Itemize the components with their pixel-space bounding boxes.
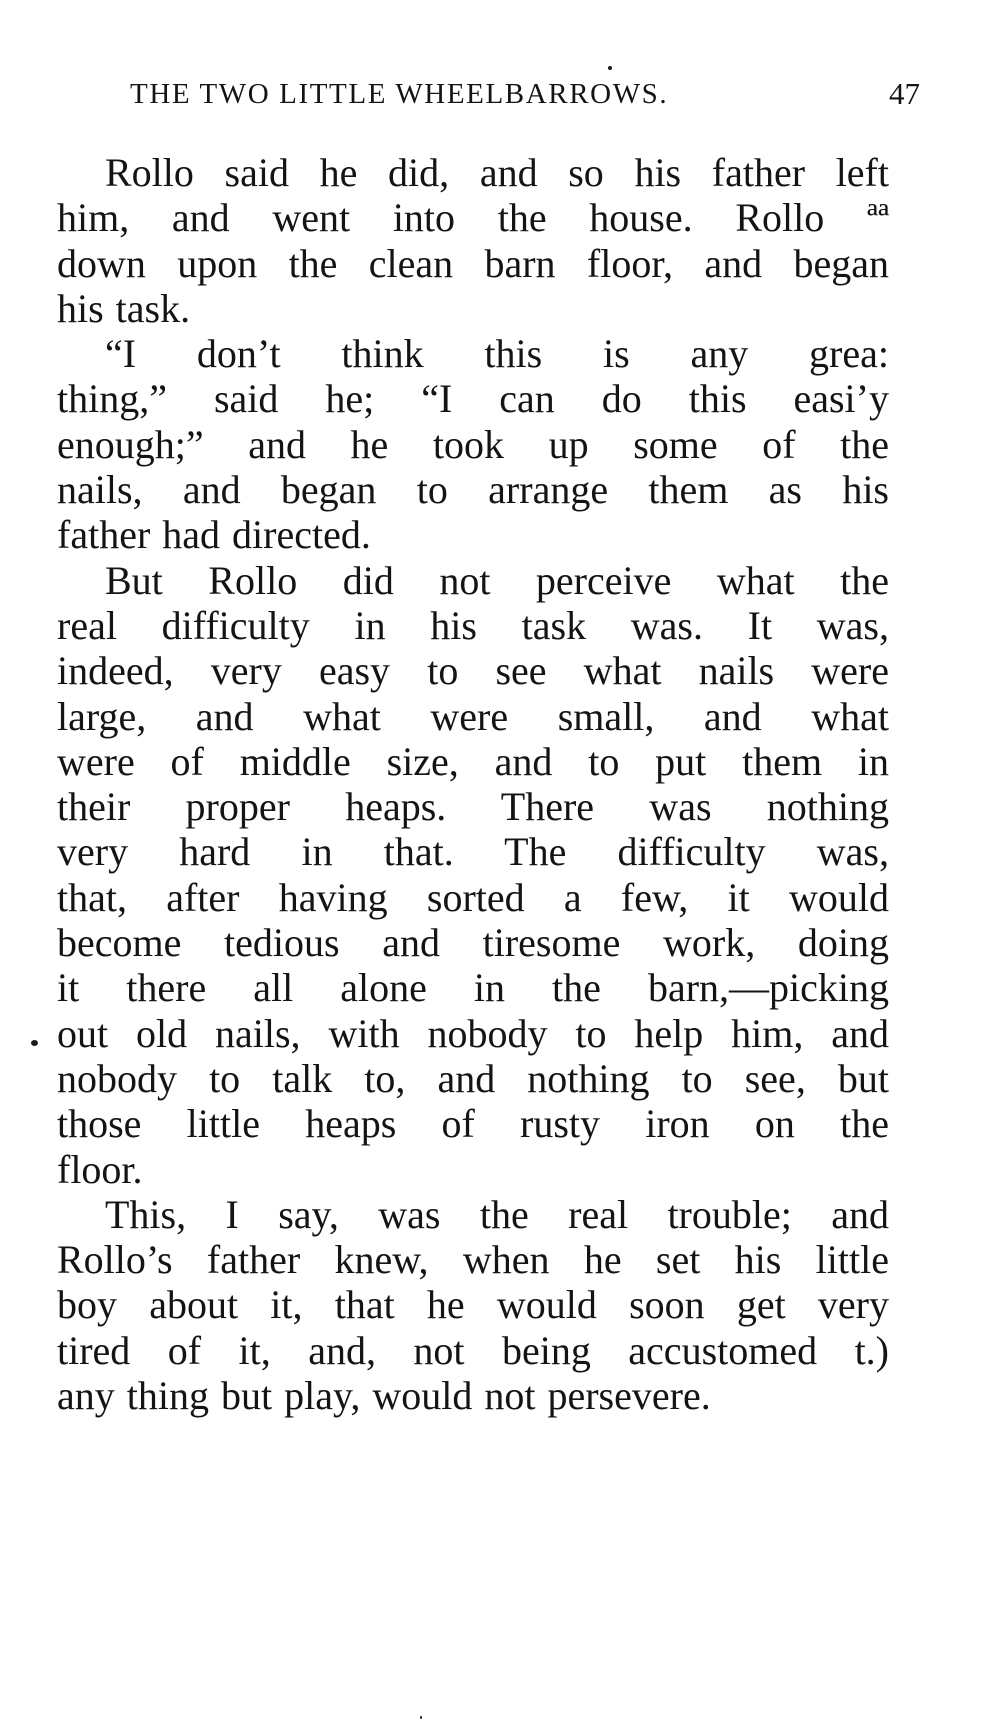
text-line: it there all alone in the barn,—picking xyxy=(57,965,889,1011)
paragraph-3 xyxy=(57,558,889,1192)
text-line: Rollo said he did, and so his father left xyxy=(105,150,889,195)
text-line: out old nails, with nobody to help him, and xyxy=(57,1010,889,1056)
text-line: were of middle size, and to put them in xyxy=(57,738,889,784)
running-head xyxy=(130,78,920,118)
text-line: Rollo’s father knew, when he set his little xyxy=(57,1237,889,1283)
page-number: 47 xyxy=(889,76,920,111)
text-line: those little heaps of rusty iron on the xyxy=(57,1101,889,1147)
text-line: any thing but play, would not persevere. xyxy=(57,1373,711,1419)
text-line: tired of it, and, not being accustomed t.) xyxy=(57,1327,889,1373)
text-line: But Rollo did not perceive what the xyxy=(105,557,889,603)
body-text xyxy=(57,150,889,1418)
text-line: nobody to talk to, and nothing to see, but xyxy=(57,1055,889,1101)
ink-speck xyxy=(608,66,612,70)
text-line: become tedious and tiresome work, doing xyxy=(57,920,889,966)
ink-speck xyxy=(31,1040,38,1046)
text-line: large, and what were small, and what xyxy=(57,693,889,739)
text-line: nails, and began to arrange them as his xyxy=(57,467,889,513)
text-line: his task. xyxy=(57,285,191,331)
text-line: thing,” said he; “I can do this easi’y xyxy=(57,376,889,422)
paragraph-2 xyxy=(57,331,889,557)
text-line: indeed, very easy to see what nails were xyxy=(57,648,889,694)
text-line: down upon the clean barn floor, and began xyxy=(57,240,889,286)
ink-speck xyxy=(420,1716,422,1719)
text-line: him, and went into the house. Rollo ªª xyxy=(57,195,889,241)
paragraph-1 xyxy=(57,150,889,331)
text-line: boy about it, that he would soon get very xyxy=(57,1282,889,1328)
text-line: their proper heaps. There was nothing xyxy=(57,784,889,830)
text-line: This, I say, was the real trouble; and xyxy=(105,1191,889,1237)
text-line: enough;” and he took up some of the xyxy=(57,421,889,467)
text-line: father had directed. xyxy=(57,512,371,558)
text-line: that, after having sorted a few, it would xyxy=(57,874,889,920)
text-line: real difficulty in his task was. It was, xyxy=(57,602,889,648)
paragraph-4 xyxy=(57,1192,889,1418)
text-line: very hard in that. The difficulty was, xyxy=(57,829,889,875)
running-head-title: THE TWO LITTLE WHEELBARROWS. xyxy=(130,78,669,110)
text-line: floor. xyxy=(57,1146,143,1192)
text-line: “I don’t think this is any grea: xyxy=(105,331,889,377)
